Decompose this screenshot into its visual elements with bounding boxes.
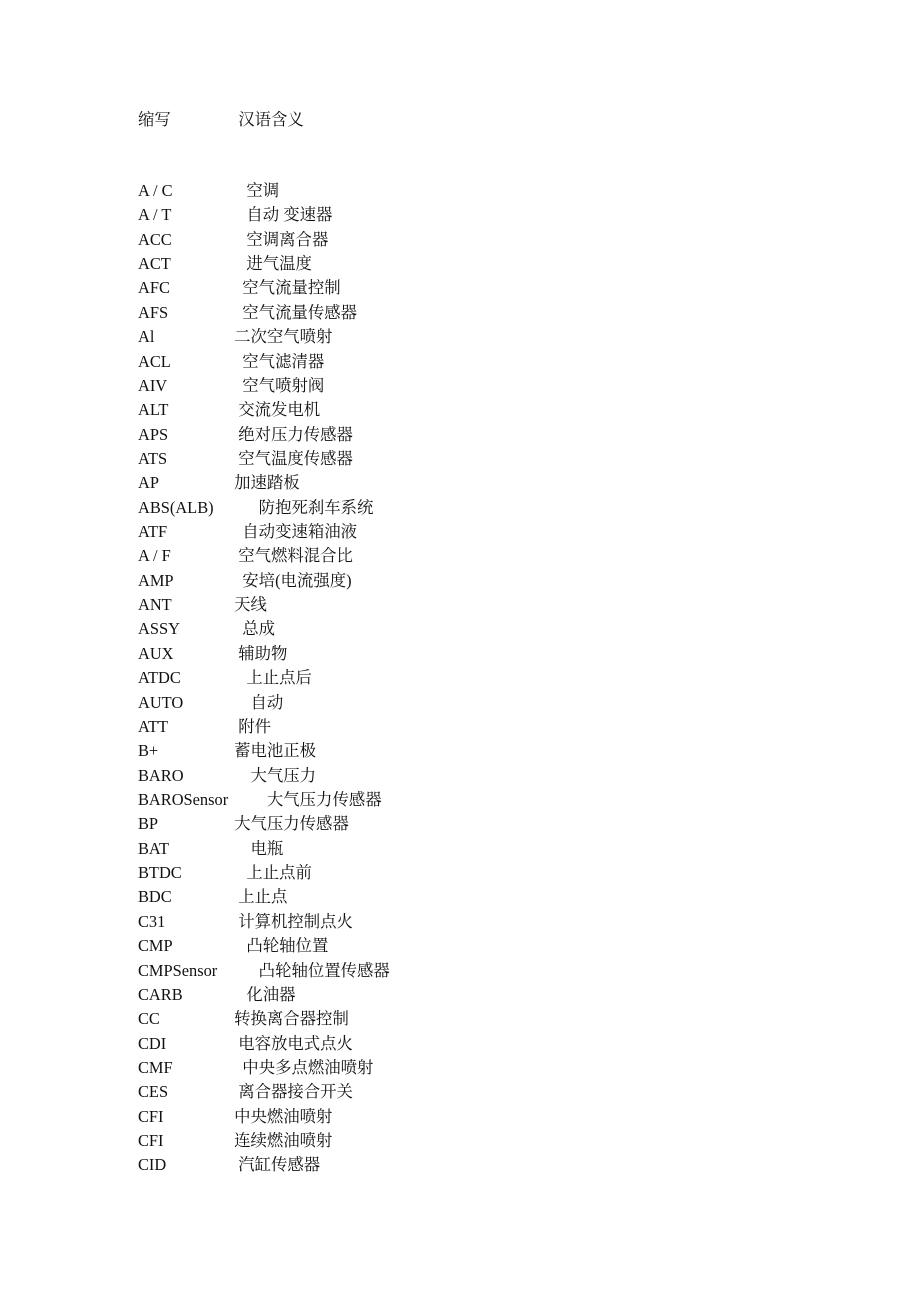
- glossary-list: [138, 179, 390, 1178]
- abbreviation-cell: ACL: [138, 351, 171, 371]
- glossary-row: [138, 1105, 390, 1129]
- meaning-cell: 自动 变速器: [230, 205, 333, 225]
- glossary-row: [138, 423, 390, 447]
- abbreviation-cell: Al: [138, 327, 155, 347]
- abbreviation-cell: CID: [138, 1155, 167, 1175]
- abbreviation-cell: BAROSensor: [138, 789, 229, 809]
- glossary-row: [138, 179, 390, 203]
- meaning-cell: 中央燃油喷射: [230, 1106, 333, 1126]
- glossary-row: [138, 350, 390, 374]
- abbreviation-cell: CMF: [138, 1057, 173, 1077]
- abbreviation-cell: C31: [138, 911, 166, 931]
- abbreviation-cell: BP: [138, 814, 159, 834]
- meaning-cell: 空气流量控制: [230, 278, 341, 298]
- abbreviation-cell: AMP: [138, 570, 174, 590]
- abbreviation-cell: ATF: [138, 522, 168, 542]
- abbreviation-cell: A / F: [138, 546, 171, 566]
- glossary-row: [138, 788, 390, 812]
- meaning-cell: 安培(电流强度): [230, 570, 352, 590]
- glossary-row: [138, 252, 390, 276]
- glossary-row: [138, 812, 390, 836]
- abbreviation-cell: CFI: [138, 1131, 164, 1151]
- meaning-cell: 凸轮轴位置传感器: [230, 960, 390, 980]
- abbreviation-cell: APS: [138, 424, 169, 444]
- abbreviation-cell: ATT: [138, 716, 169, 736]
- glossary-row: [138, 715, 390, 739]
- abbreviation-cell: B+: [138, 741, 159, 761]
- glossary-row: [138, 666, 390, 690]
- meaning-cell: 上止点前: [230, 863, 312, 883]
- glossary-row: [138, 228, 390, 252]
- meaning-cell: 空气燃料混合比: [230, 546, 353, 566]
- glossary-row: [138, 934, 390, 958]
- meaning-cell: 大气压力传感器: [230, 789, 382, 809]
- meaning-cell: 电瓶: [230, 838, 284, 858]
- meaning-cell: 交流发电机: [230, 400, 321, 420]
- meaning-cell: 电容放电式点火: [230, 1033, 353, 1053]
- meaning-cell: 附件: [230, 716, 271, 736]
- glossary-row: [138, 544, 390, 568]
- meaning-cell: 蓄电池正极: [230, 741, 317, 761]
- meaning-cell: 连续燃油喷射: [230, 1131, 333, 1151]
- glossary-row: [138, 447, 390, 471]
- glossary-row: [138, 276, 390, 300]
- glossary-row: [138, 1007, 390, 1031]
- abbreviation-cell: CMPSensor: [138, 960, 218, 980]
- abbreviation-cell: AFC: [138, 278, 170, 298]
- meaning-cell: 大气压力传感器: [230, 814, 349, 834]
- meaning-cell: 绝对压力传感器: [230, 424, 353, 444]
- table-header: [138, 108, 304, 132]
- meaning-cell: 自动: [230, 692, 284, 712]
- glossary-row: [138, 569, 390, 593]
- glossary-row: [138, 325, 390, 349]
- meaning-cell: 空气流量传感器: [230, 302, 358, 322]
- glossary-row: [138, 301, 390, 325]
- glossary-row: [138, 203, 390, 227]
- abbreviation-cell: BAT: [138, 838, 169, 858]
- glossary-row: [138, 617, 390, 641]
- meaning-cell: 化油器: [230, 984, 296, 1004]
- glossary-row: [138, 1032, 390, 1056]
- glossary-row: [138, 837, 390, 861]
- glossary-row: [138, 910, 390, 934]
- glossary-row: [138, 983, 390, 1007]
- meaning-cell: 中央多点燃油喷射: [230, 1057, 374, 1077]
- meaning-cell: 计算机控制点火: [230, 911, 353, 931]
- meaning-cell: 转换离合器控制: [230, 1009, 349, 1029]
- abbreviation-cell: A / T: [138, 205, 172, 225]
- glossary-row: [138, 520, 390, 544]
- abbreviation-cell: CMP: [138, 936, 173, 956]
- meaning-cell: 进气温度: [230, 254, 312, 274]
- meaning-cell: 辅助物: [230, 643, 288, 663]
- abbr-column-header: 缩写: [138, 110, 171, 129]
- abbreviation-cell: AUX: [138, 643, 174, 663]
- glossary-row: [138, 374, 390, 398]
- glossary-row: [138, 1080, 390, 1104]
- meaning-cell: 自动变速箱油液: [230, 522, 358, 542]
- glossary-row: [138, 593, 390, 617]
- glossary-row: [138, 764, 390, 788]
- abbreviation-cell: AIV: [138, 375, 168, 395]
- glossary-row: [138, 1056, 390, 1080]
- abbreviation-cell: ATDC: [138, 668, 181, 688]
- meaning-cell: 上止点后: [230, 668, 312, 688]
- meaning-cell: 空气喷射阀: [230, 375, 325, 395]
- abbreviation-cell: CARB: [138, 984, 183, 1004]
- abbreviation-cell: AFS: [138, 302, 169, 322]
- glossary-row: [138, 885, 390, 909]
- meaning-cell: 大气压力: [230, 765, 317, 785]
- abbreviation-cell: AP: [138, 473, 159, 493]
- glossary-row: [138, 691, 390, 715]
- meaning-cell: 防抱死刹车系统: [230, 497, 374, 517]
- meaning-cell: 总成: [230, 619, 276, 639]
- meaning-cell: 离合器接合开关: [230, 1082, 353, 1102]
- abbreviation-cell: BARO: [138, 765, 184, 785]
- glossary-row: [138, 642, 390, 666]
- glossary-row: [138, 496, 390, 520]
- abbreviation-cell: ASSY: [138, 619, 180, 639]
- meaning-cell: 上止点: [230, 887, 288, 907]
- abbreviation-cell: ANT: [138, 595, 172, 615]
- meaning-cell: 空调离合器: [230, 229, 329, 249]
- meaning-column-header: 汉语含义: [230, 110, 304, 129]
- abbreviation-cell: ALT: [138, 400, 169, 420]
- glossary-row: [138, 398, 390, 422]
- abbreviation-cell: ABS(ALB): [138, 497, 214, 517]
- meaning-cell: 空调: [230, 181, 280, 200]
- glossary-row: [138, 471, 390, 495]
- glossary-row: [138, 739, 390, 763]
- abbreviation-cell: BTDC: [138, 863, 182, 883]
- abbreviation-cell: BDC: [138, 887, 172, 907]
- meaning-cell: 凸轮轴位置: [230, 936, 329, 956]
- meaning-cell: 空气温度传感器: [230, 448, 353, 468]
- abbreviation-cell: CES: [138, 1082, 169, 1102]
- glossary-row: [138, 1153, 390, 1177]
- abbreviation-cell: ACC: [138, 229, 172, 249]
- meaning-cell: 二次空气喷射: [230, 327, 333, 347]
- meaning-cell: 汽缸传感器: [230, 1155, 321, 1175]
- abbreviation-cell: A / C: [138, 181, 173, 200]
- meaning-cell: 加速踏板: [230, 473, 300, 493]
- glossary-row: [138, 959, 390, 983]
- meaning-cell: 空气滤清器: [230, 351, 325, 371]
- abbreviation-cell: AUTO: [138, 692, 184, 712]
- abbreviation-cell: ATS: [138, 448, 168, 468]
- glossary-row: [138, 1129, 390, 1153]
- abbreviation-cell: CDI: [138, 1033, 167, 1053]
- abbreviation-cell: CC: [138, 1009, 160, 1029]
- abbreviation-cell: CFI: [138, 1106, 164, 1126]
- glossary-row: [138, 861, 390, 885]
- meaning-cell: 天线: [230, 595, 267, 615]
- abbreviation-cell: ACT: [138, 254, 171, 274]
